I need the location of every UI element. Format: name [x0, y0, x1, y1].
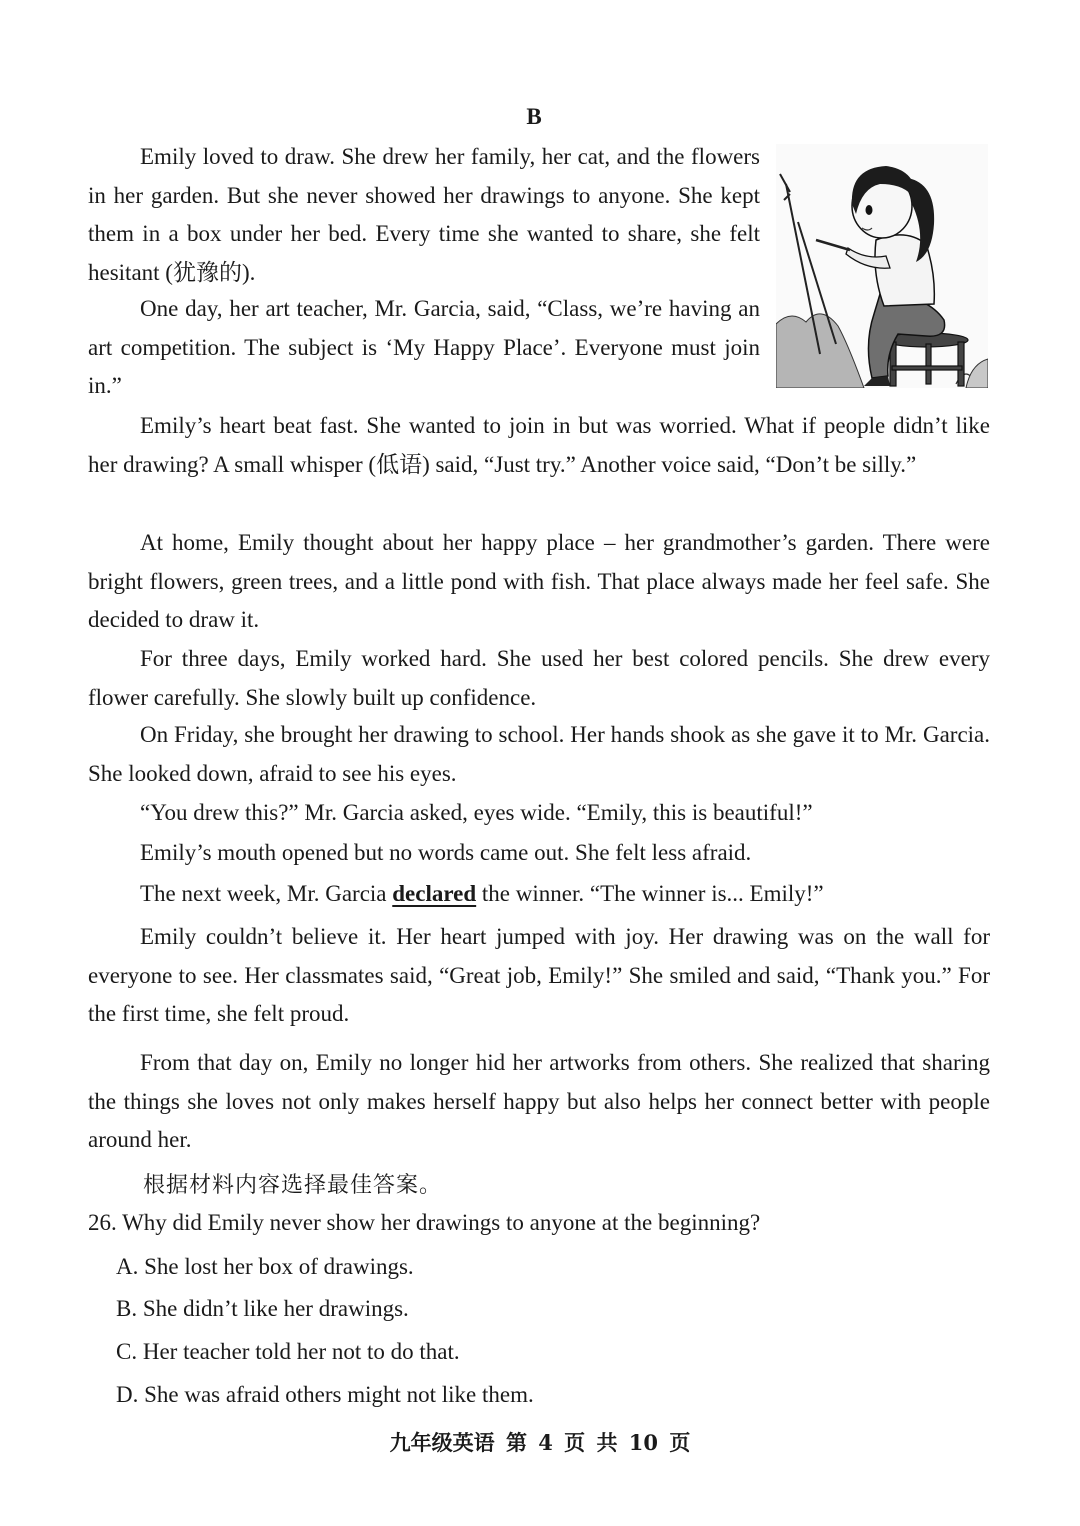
paragraph-9: [88, 875, 990, 914]
question-instruction: 根据材料内容选择最佳答案。: [143, 1173, 443, 1198]
page-footer: 九年级英语 第 4 页 共 10 页: [389, 1430, 691, 1455]
option-b: B. She didn’t like her drawings.: [116, 1296, 409, 1321]
section-heading: B: [526, 104, 542, 129]
paragraph-7: “You drew this?” Mr. Garcia asked, eyes wide. “Emily, this is beautiful!”: [140, 800, 813, 825]
paragraph-9-start: The next week, Mr. Garcia: [140, 881, 393, 906]
option-d: D. She was afraid others might not like them.: [116, 1382, 534, 1407]
option-c: C. Her teacher told her not to do that.: [116, 1339, 460, 1364]
paragraph-8: Emily’s mouth opened but no words came out. She felt less afraid.: [140, 840, 752, 865]
question-26: 26. Why did Emily never show her drawings to anyone at the beginning?: [88, 1210, 761, 1235]
girl-drawing-illustration: [776, 144, 988, 388]
paragraph-9-end: the winner. “The winner is... Emily!”: [476, 881, 824, 906]
paragraph-2: One day, her art teacher, Mr. Garcia, said, “Class, we’re having an art competition. The subject is ‘My Happy Place’. Everyone must join in.”: [88, 296, 760, 399]
paragraph-11: From that day on, Emily no longer hid her artworks from others. She realized that sharing the things she loves not only makes herself happy but also helps her connect better with people around her.: [88, 1050, 990, 1153]
paragraph-5: For three days, Emily worked hard. She used her best colored pencils. She drew every flower carefully. She slowly built up confidence.: [88, 646, 990, 710]
option-a: A. She lost her box of drawings.: [116, 1254, 414, 1279]
paragraph-10: Emily couldn’t believe it. Her heart jumped with joy. Her drawing was on the wall for everyone to see. Her classmates said, “Great job, Emily!” She smiled and said, “Thank you.” For the first time, she felt proud.: [88, 924, 990, 1027]
paragraph-3: Emily’s heart beat fast. She wanted to join in but was worried. What if people didn’t like her drawing? A small whisper (低语) said, “Just try.” Another voice said, “Don’t be silly.”: [88, 413, 990, 477]
paragraph-1: Emily loved to draw. She drew her family, her cat, and the flowers in her garden. But she never showed her drawings to anyone. She kept them in a box under her bed. Every time she wanted to share, she felt hesitant (犹豫的).: [88, 144, 760, 285]
paragraph-6: On Friday, she brought her drawing to school. Her hands shook as she gave it to Mr. Garcia. She looked down, afraid to see his eyes.: [88, 722, 990, 786]
declared-keyword: declared: [392, 881, 477, 906]
paragraph-4: At home, Emily thought about her happy place – her grandmother’s garden. There were bright flowers, green trees, and a little pond with fish. That place always made her feel safe. She decided to draw it.: [88, 530, 990, 633]
